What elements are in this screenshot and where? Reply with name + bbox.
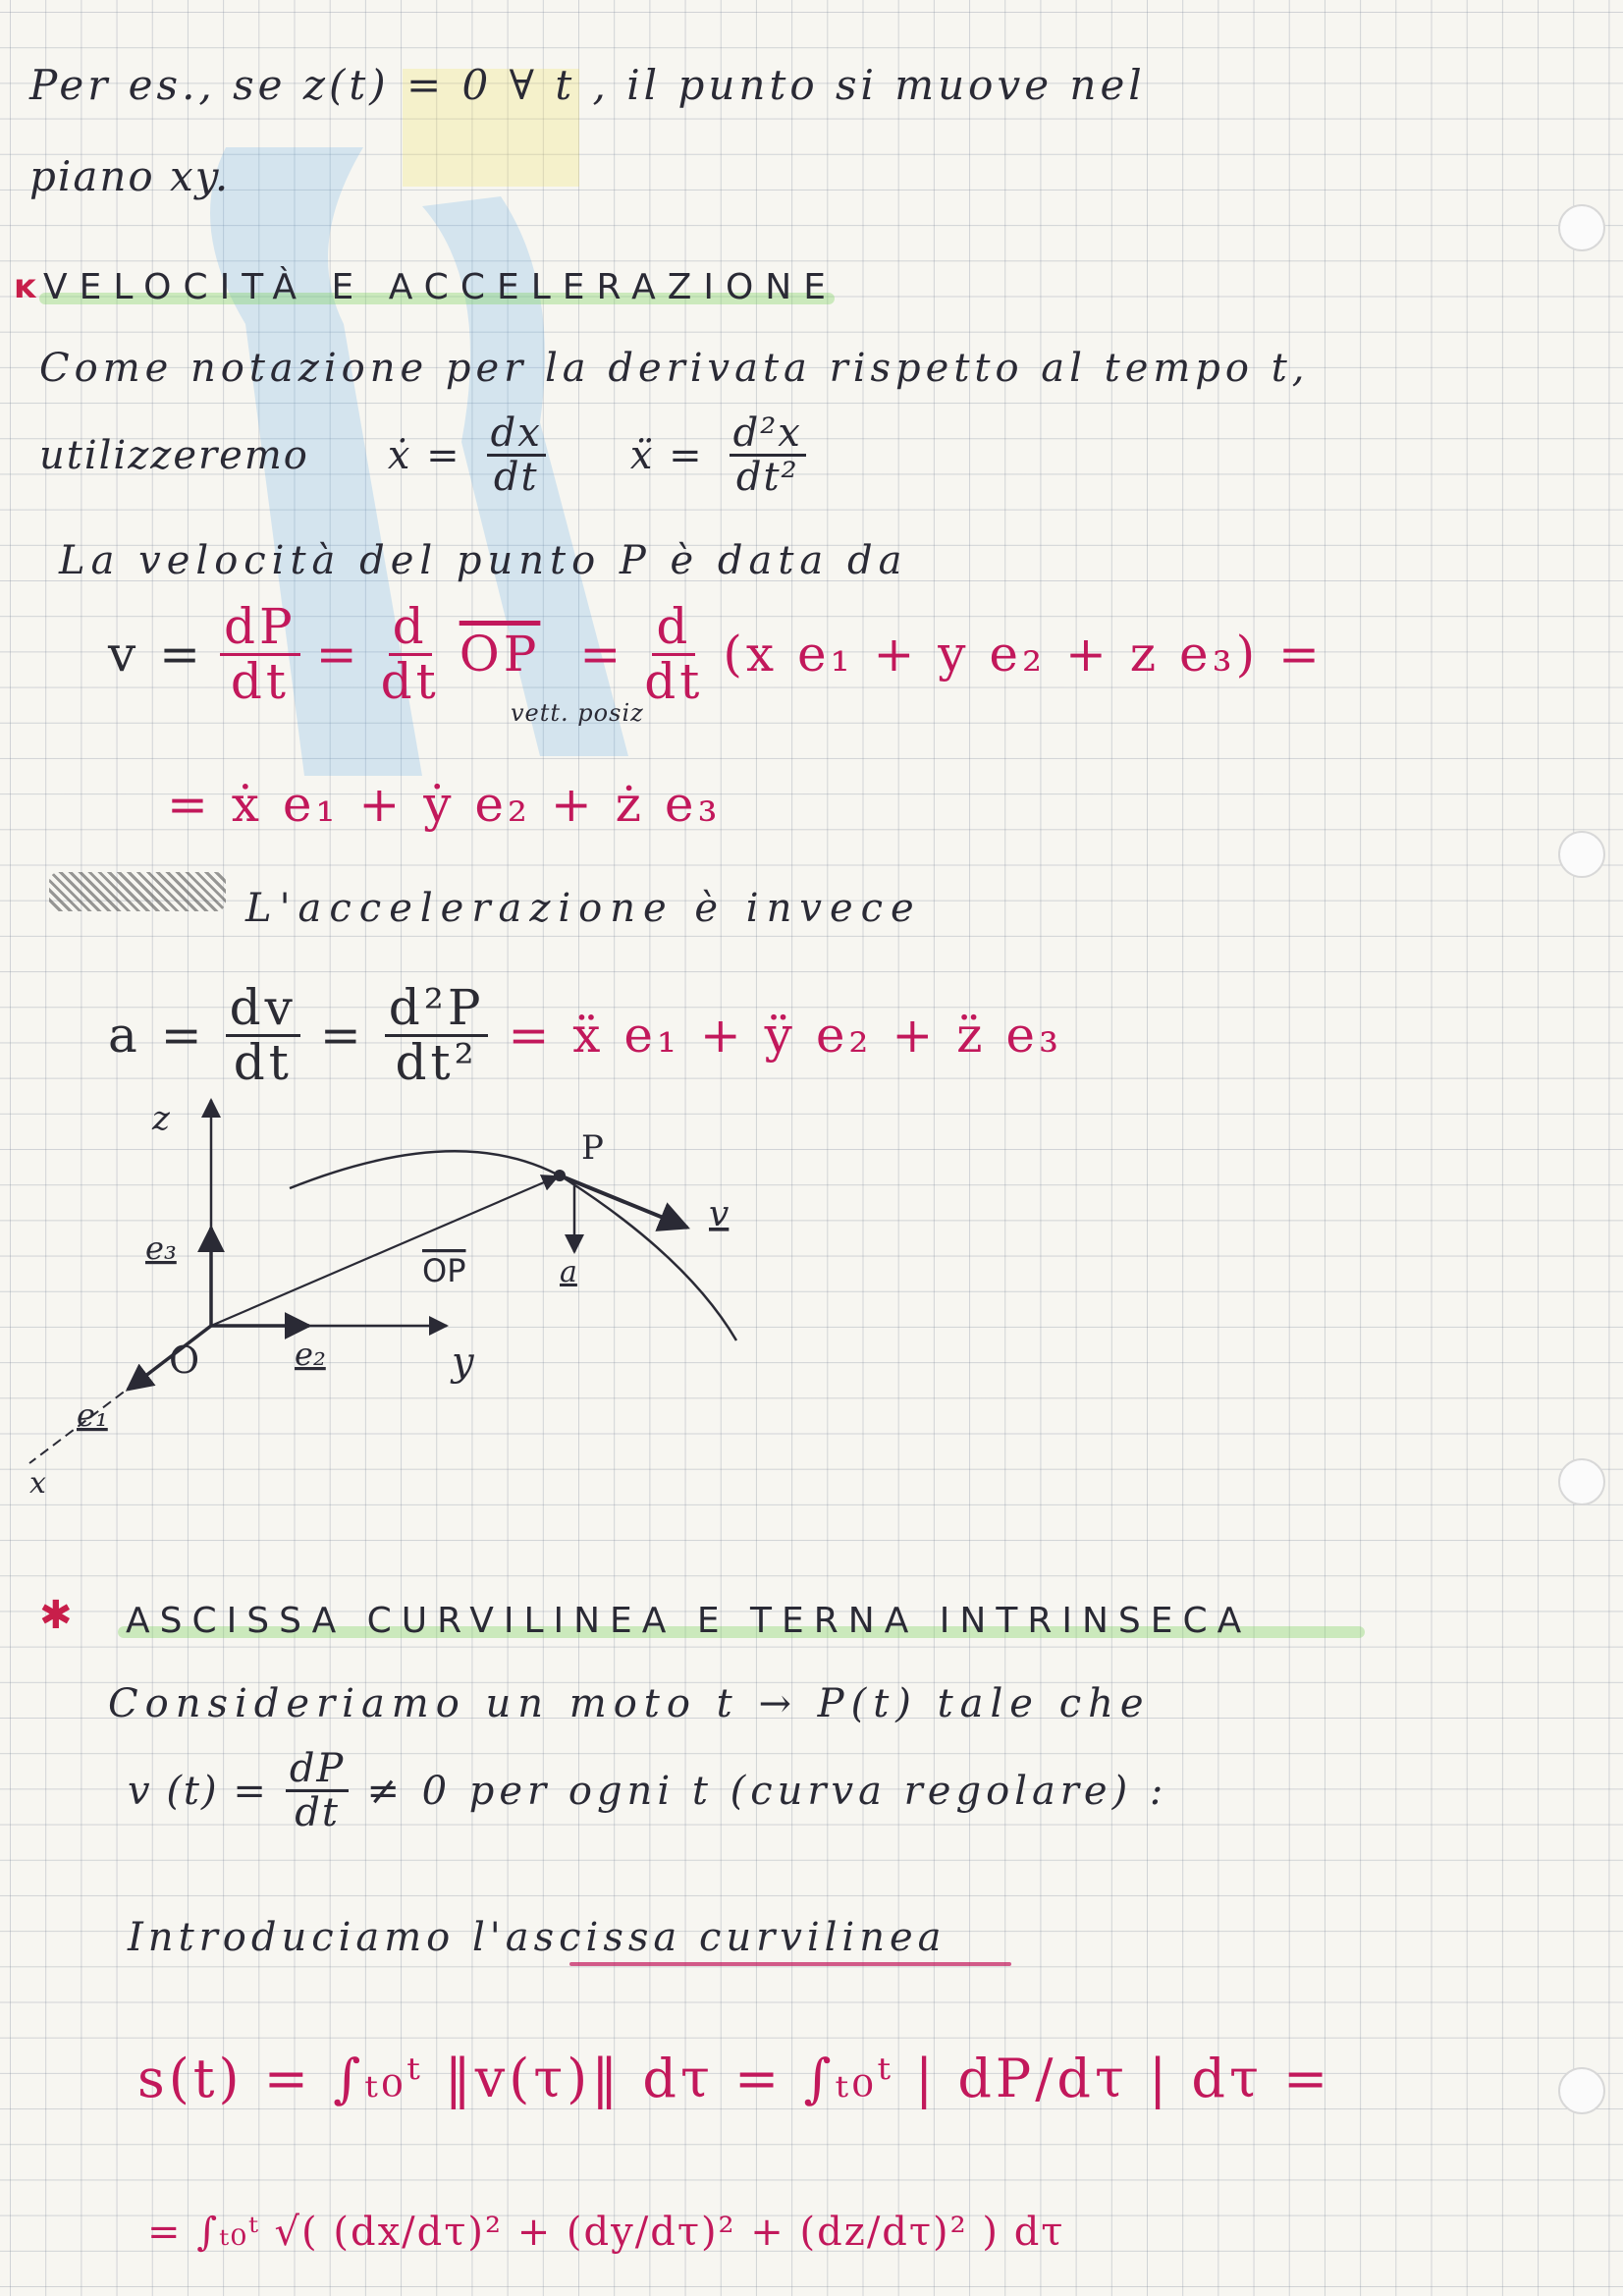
notation-line-1: Come notazione per la derivata rispetto al tempo t, xyxy=(39,346,1310,391)
a-frac1-den: dt xyxy=(233,1033,293,1091)
trajectory-curve xyxy=(290,1151,736,1340)
xdot-lhs: ẋ = xyxy=(387,432,461,478)
abscissa-intro: Introduciamo l'ascissa curvilinea xyxy=(128,1915,947,1960)
label-e3: e₃ xyxy=(145,1230,177,1267)
section-title-velocity: VELOCITÀ E ACCELERAZIONE xyxy=(43,267,838,307)
xddot-fraction xyxy=(730,412,806,498)
binder-hole xyxy=(1558,204,1605,251)
v-fraction xyxy=(220,598,300,710)
v-eq2: = xyxy=(315,626,361,683)
cond-rhs: ≠ 0 per ogni t (curva regolare) : xyxy=(366,1768,1168,1814)
vett-posiz-note: vett. posiz xyxy=(511,699,644,727)
binder-hole xyxy=(1558,831,1605,878)
section2-line-1: Consideriamo un moto t → P(t) tale che xyxy=(108,1681,1151,1726)
label-op: OP xyxy=(422,1252,466,1289)
cond-fraction xyxy=(286,1748,350,1833)
cond-num: dP xyxy=(286,1748,350,1792)
section-star-icon: ĸ xyxy=(14,267,36,306)
kinematics-diagram xyxy=(0,1080,785,1512)
v-frac-den: dt xyxy=(230,652,290,710)
op-vector xyxy=(211,1176,558,1326)
scribble xyxy=(49,872,226,911)
xdot-fraction xyxy=(487,412,546,498)
v-d-num: d xyxy=(389,601,432,656)
label-p: P xyxy=(581,1128,604,1168)
abscissa-expanded: = ∫ₜ₀ᵗ √( (dx/dτ)² + (dy/dτ)² + (dz/dτ)² ) dτ xyxy=(147,2210,1065,2255)
accel-equation xyxy=(108,979,1063,1091)
binder-hole xyxy=(1558,2067,1605,2114)
v-d-den-2: dt xyxy=(644,652,704,710)
v-op-vector: $\overline{OP}$ xyxy=(459,626,541,683)
label-o: O xyxy=(169,1339,200,1382)
a-rhs: = ẍ e₁ + ÿ e₂ + z̈ e₃ xyxy=(508,1007,1063,1064)
xddot-num: d²x xyxy=(730,412,806,457)
cond-den: dt xyxy=(295,1790,340,1835)
xdot-num: dx xyxy=(487,412,546,457)
cond-lhs: v (t) = xyxy=(128,1768,268,1814)
xddot-den: dt² xyxy=(735,455,799,500)
binder-hole xyxy=(1558,1458,1605,1505)
accel-intro: L'accelerazione è invece xyxy=(245,886,922,931)
label-x: x xyxy=(29,1466,46,1501)
a-frac2-num: d²P xyxy=(385,982,489,1037)
section-star-icon-2: ✱ xyxy=(39,1593,73,1638)
v-d-fraction xyxy=(377,598,444,710)
label-e2: e₂ xyxy=(295,1336,326,1373)
v-d-num-2: d xyxy=(652,601,695,656)
velocity-intro: La velocità del punto P è data da xyxy=(59,538,908,583)
xdot-den: dt xyxy=(493,455,539,500)
a-frac2 xyxy=(385,979,489,1091)
label-e1: e₁ xyxy=(77,1396,108,1434)
label-a: a xyxy=(560,1255,577,1289)
xddot-lhs: ẍ = xyxy=(629,432,704,478)
section-title-abscissa: ASCISSA CURVILINEA E TERNA INTRINSECA xyxy=(126,1601,1252,1641)
v-frac-num: dP xyxy=(220,601,300,656)
a-eq: = xyxy=(319,1007,365,1064)
regularity-condition xyxy=(128,1748,1167,1833)
a-lhs: a = xyxy=(108,1007,206,1064)
v-d-fraction-2 xyxy=(640,598,707,710)
notation-line-2 xyxy=(39,412,812,498)
velocity-components: = ẋ e₁ + ẏ e₂ + ż e₃ xyxy=(167,776,722,833)
a-frac1-num: dv xyxy=(226,982,300,1037)
a-frac2-den: dt² xyxy=(395,1033,478,1091)
intro-line-2: piano xy. xyxy=(29,152,231,200)
label-z: z xyxy=(152,1099,170,1138)
notation-text: utilizzeremo xyxy=(39,432,309,478)
v-eq3: = xyxy=(579,626,625,683)
intro-line-1: Per es., se z(t) = 0 ∀ t , il punto si muove nel xyxy=(29,61,1146,109)
a-frac1 xyxy=(226,979,300,1091)
abscissa-underline xyxy=(569,1962,1011,1966)
v-d-den: dt xyxy=(380,652,440,710)
v-lhs: v = xyxy=(108,626,205,683)
v-rhs: (x e₁ + y e₂ + z e₃) = xyxy=(723,626,1324,683)
abscissa-definition: s(t) = ∫ₜ₀ᵗ ‖v(τ)‖ dτ = ∫ₜ₀ᵗ | dP/dτ | dτ = xyxy=(137,2048,1332,2109)
label-y: y xyxy=(452,1339,474,1385)
velocity-equation xyxy=(108,598,1324,710)
label-v: v xyxy=(709,1194,730,1234)
